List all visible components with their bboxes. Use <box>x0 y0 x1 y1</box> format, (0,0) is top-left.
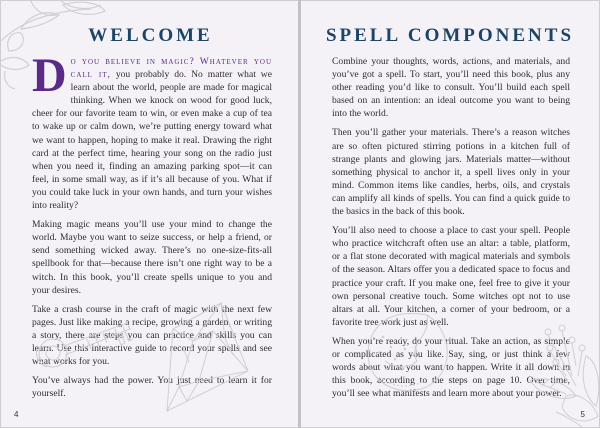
spell-components-body <box>332 55 570 406</box>
welcome-body <box>32 49 272 406</box>
paragraph: Take a crash course in the craft of magic with the next few pages. Just like making a recipe, growing a garden, or writing a story, there are steps you can practice and skills you can learn. Use this interactive guide to record your spells and see what works for you. <box>32 303 272 368</box>
page-number: 5 <box>580 410 585 419</box>
intro-paragraph <box>32 49 272 212</box>
page-title: WELCOME <box>88 25 213 46</box>
paragraph: Then you’ll gather your materials. There’s a reason witches are so often pictured stirring potions in a kitchen full of strange plants and glowing jars. Materials matter—without something physical to anchor it, a spell lives only in your mind. Common items like candles, herbs, oils, and crystals can amplify all kinds of spells. You can find a quick guide to the basics in the back of this book. <box>332 127 570 218</box>
left-page <box>1 1 298 427</box>
lead-in: o you believe in magic? Whatever you call it, <box>70 56 272 81</box>
paragraph: Combine your thoughts, words, actions, and materials, and you’ve got a spell. To start, you’ll need this book, plus any other reading you’d like to consult. You’ll build each spell based on an intention: an ideal outcome you want to being into the world. <box>332 56 570 120</box>
page-title: SPELL COMPONENTS <box>325 25 575 46</box>
drop-cap: D <box>32 49 67 102</box>
paragraph: You’ll also need to choose a place to cast your spell. People who practice witchcraft often use an altar: a table, platform, or a flat stone decorated with magical materials and symbols of the season. Altars offer you a dedicated space to focus and practice your craft. If you make one, feel free to give it your own personal creative touch. Some witches opt not to use altars at all. Your kitchen, a corner of your bedroom, or a favorite tree work just as well. <box>332 225 570 328</box>
paragraph: You’ve always had the power. You just need to learn it for yourself. <box>32 375 272 400</box>
paragraph: When you’re ready, do your ritual. Take an action, as simple or complicated as you like. Say, sing, or just think a few words about what you want to happen. Write it all down in this book, according to the steps on page 10. Over time, you’ll see what manifests and learn more about your power. <box>332 335 570 400</box>
paragraph: Making magic means you’ll use your mind to change the world. Maybe you want to seize success, or help a friend, or send something wicked away. There’s no one-size-fits-all spellbook for that—because there isn’t one right way to be a witch. In this book, you’ll create spells unique to you and your desires. <box>32 219 272 296</box>
right-page <box>301 1 599 427</box>
page-number: 4 <box>14 410 19 419</box>
paragraph-text: you probably do. No matter what we learn about the world, people are made for magical thinking. When we knock on wood for good luck, cheer for our favorite team to win, or even make a cup of tea to wake up or calm down, we’re putting energy toward what we want to happen, hoping to make it real. Drawing the right card at the perfect time, hearing your song on the radio just when you need it, finding an amazing parking spot—it can feel, in some small way, as if it’s all because of you. What if you could take luck in your own hands, and turn your wishes into reality? <box>32 69 272 212</box>
